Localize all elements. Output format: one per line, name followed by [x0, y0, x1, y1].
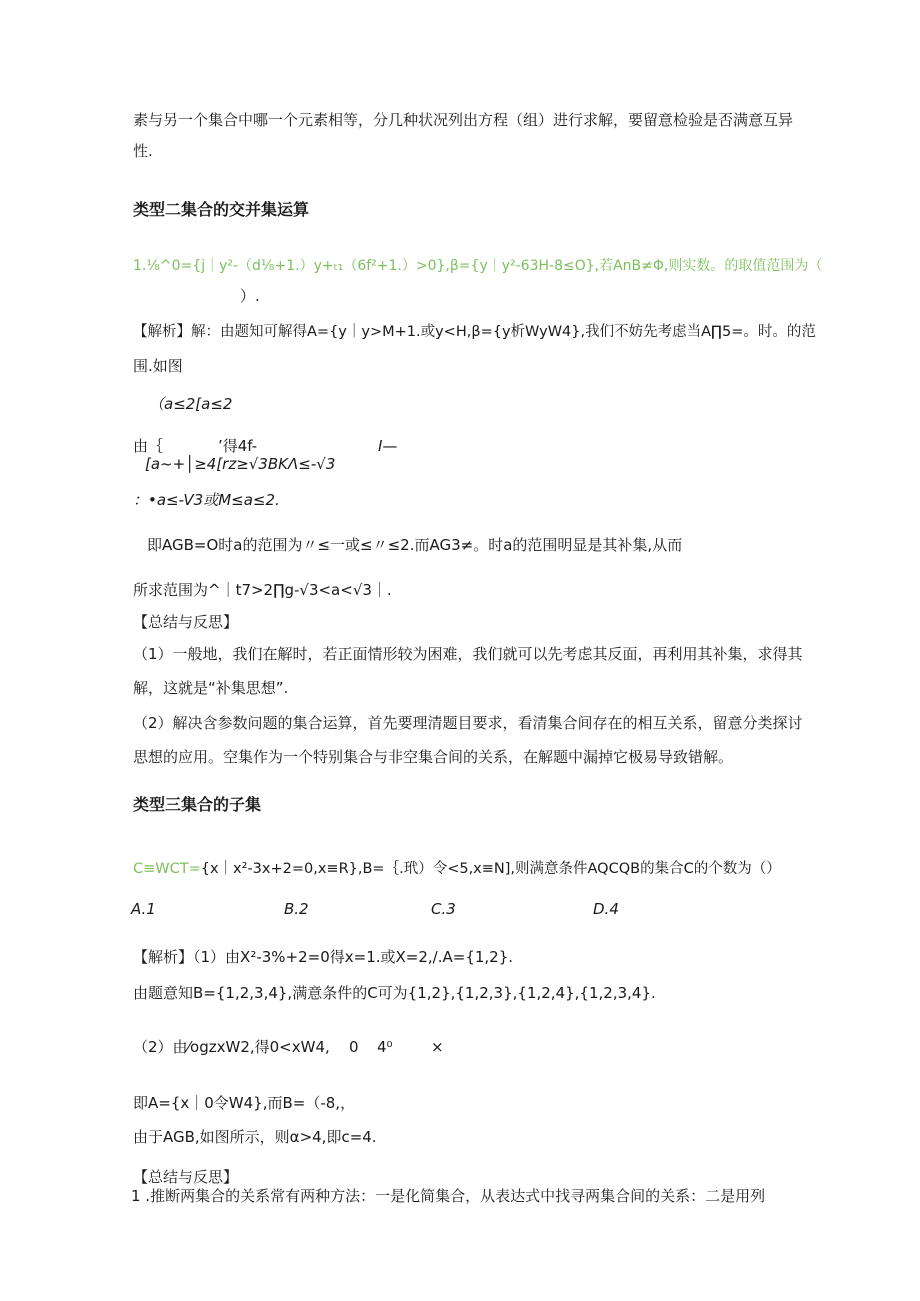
text-line: 思想的应用。空集作为一个特别集合与非空集合间的关系，在解题中漏掉它极易导致错解。: [133, 748, 734, 766]
summary-heading: 【总结与反思】: [133, 1168, 239, 1186]
math-line: 由｛: [133, 437, 164, 455]
text-line: 所求范围为^｜t7>2∏g-√3<a<√3｜.: [133, 581, 392, 599]
text-line: 性.: [133, 142, 153, 160]
math-line: ’得4f-: [218, 437, 258, 455]
question-text: 1.⅛^0={j｜y²-（d⅛+1.）y+ₜ₁（6f²+1.）>0},β={y｜y²-63H-8≤O},若AnB≠Φ,则实数。的取值范围为（: [133, 258, 823, 274]
summary-heading: 【总结与反思】: [133, 613, 239, 631]
solution-text: 【解析】（1）由X²-3%+2=0得x=1.或X=2,/.A={1,2}.: [133, 948, 514, 966]
math-line: [a~+│≥4[rz≥√3BKΛ≤-√3: [145, 455, 336, 473]
math-line: （a≤2[a≤2: [149, 395, 233, 413]
solution-text: 由于AGB,如图所示，则α>4,即c=4.: [133, 1128, 377, 1146]
section-heading: 类型二集合的交并集运算: [133, 200, 310, 219]
math-line: ：•a≤-V3或M≤a≤2.: [133, 491, 280, 509]
option-c: C.3: [431, 900, 456, 918]
solution-text: 【解析】解：由题知可解得A={y｜y>M+1.或y<H,β={y析WyW4},我们不妨先考虑当A∏5=。时。的范: [133, 324, 816, 340]
solution-text: 即A={x｜0令W4},而B=（-8,，: [133, 1094, 356, 1112]
text-line: 素与另一个集合中哪一个元素相等，分几种状况列出方程（组）进行求解，要留意检验是否满意互异: [133, 111, 794, 129]
text-line: （2）解决含参数问题的集合运算，首先要理清题目要求，看清集合间存在的相互关系，留意分类探讨: [133, 714, 803, 732]
option-a: A.1: [131, 900, 156, 918]
question-number: C≡WCT=: [133, 861, 201, 877]
number-line-label: ×: [431, 1038, 444, 1056]
option-b: B.2: [284, 900, 309, 918]
text-line: （1）一般地，我们在解时，若正面情形较为困难，我们就可以先考虑其反面，再利用其补集，求得其: [133, 645, 803, 663]
section-heading: 类型三集合的子集: [133, 795, 262, 814]
solution-text: 由题意知B={1,2,3,4},满意条件的C可为{1,2},{1,2,3},{1,2,4},{1,2,3,4}.: [133, 984, 656, 1002]
text-line: 1 .推断两集合的关系常有两种方法：一是化简集合，从表达式中找寻两集合间的关系：二是用列: [131, 1187, 766, 1205]
text-line: 围.如图: [133, 357, 183, 375]
question-body: {x｜x²-3x+2=0,x≡R},B=｛.玳）令<5,x≡N],则满意条件AQCQB的集合C的个数为（）: [200, 861, 781, 877]
solution-text: （2）由⁄ogzxW2,得0<xW4,: [133, 1038, 330, 1056]
text-line: 解，这就是“补集思想”.: [133, 679, 289, 697]
question-text: [133, 859, 781, 879]
text-line: ）.: [240, 287, 260, 305]
number-line-label: 0: [349, 1038, 359, 1056]
math-line: I—: [378, 437, 398, 455]
text-line: 即AGB=O时a的范围为〃≤一或≤〃≤2.而AG3≠。时a的范围明显是其补集,从而: [147, 536, 683, 554]
option-d: D.4: [593, 900, 619, 918]
number-line-label: 4⁰: [377, 1038, 393, 1056]
